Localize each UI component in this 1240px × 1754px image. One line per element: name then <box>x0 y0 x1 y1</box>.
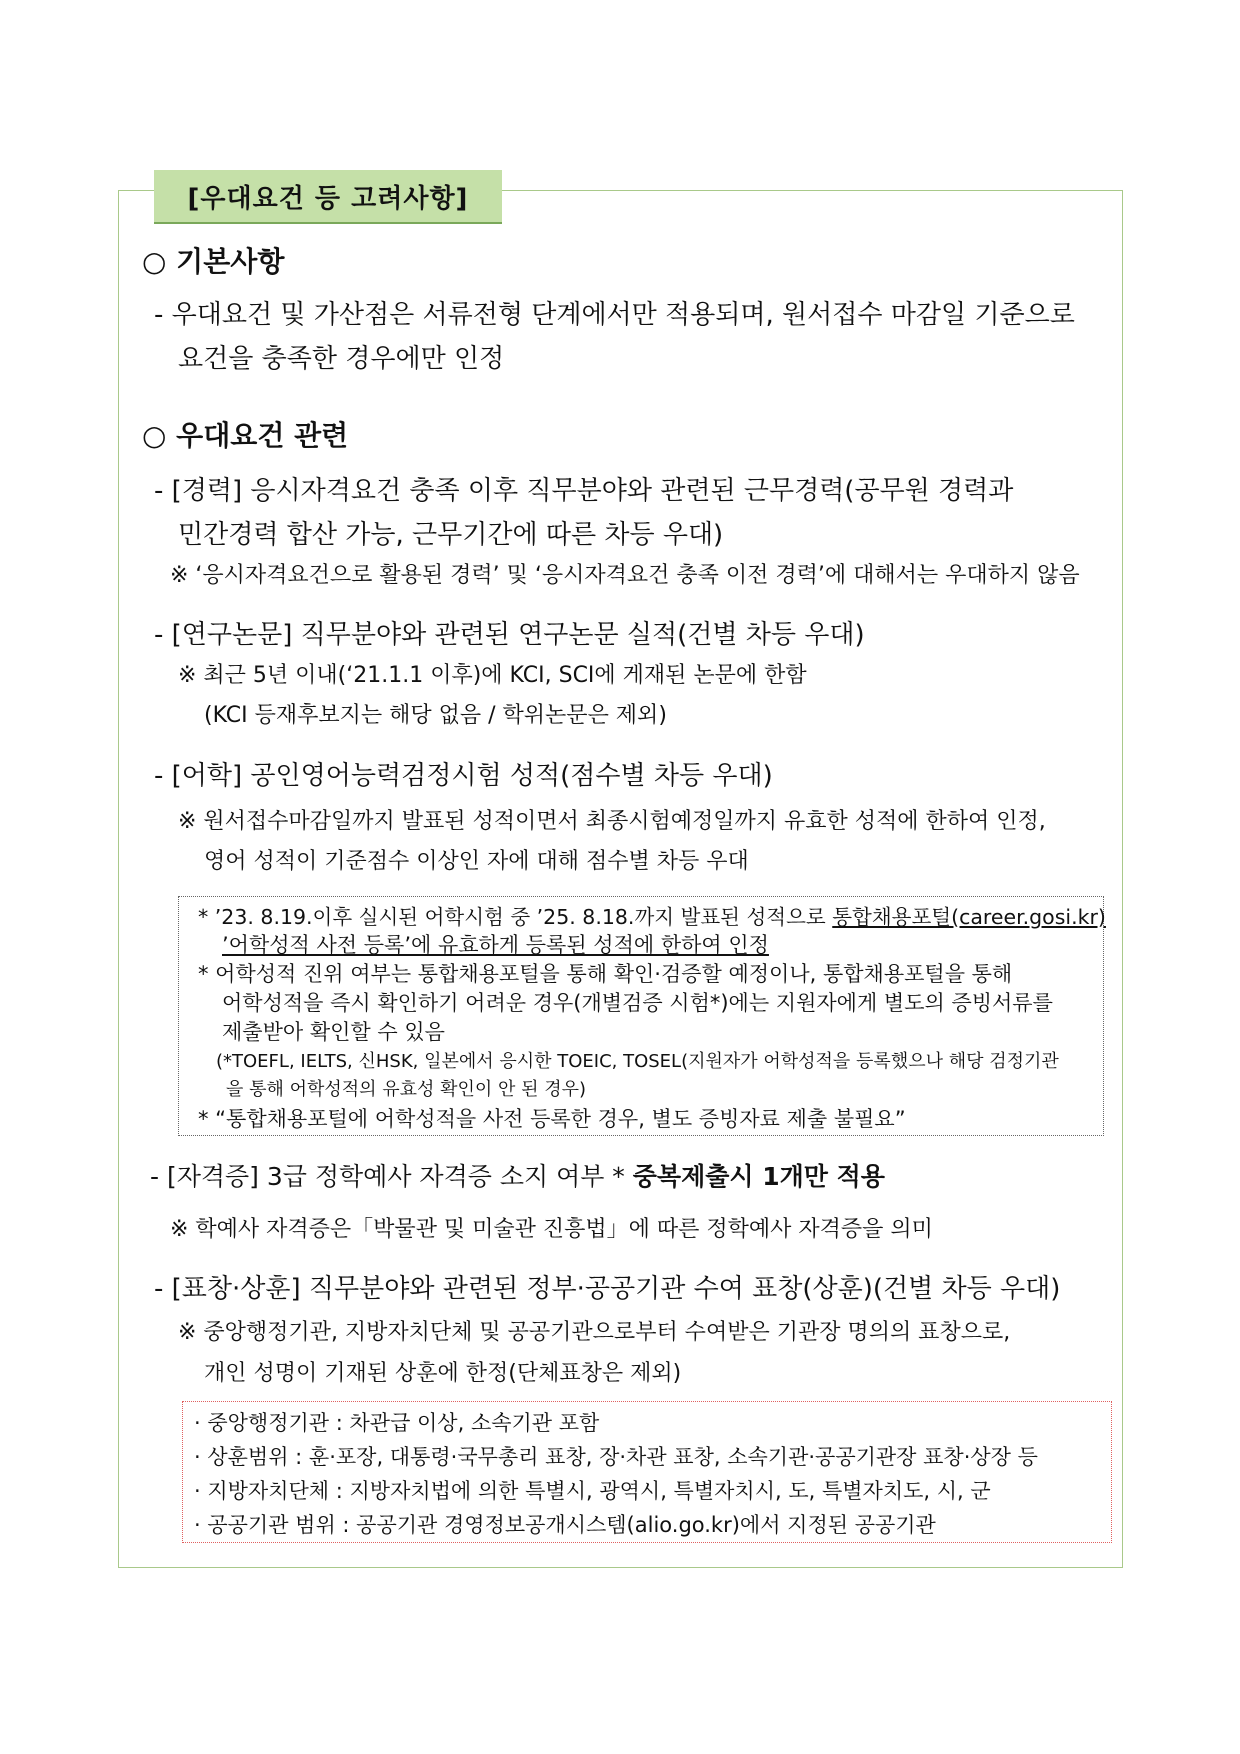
research-line-1: - [연구논문] 직무분야와 관련된 연구논문 실적(건별 차등 우대) <box>154 620 865 650</box>
award-note-2: 개인 성명이 기재된 상훈에 한정(단체표창은 제외) <box>204 1361 682 1386</box>
license-line-1b: 중복제출시 1개만 적용 <box>632 1162 885 1191</box>
language-box-line-1a: * ’23. 8.19.이후 실시된 어학시험 중 ’25. 8.18.까지 발표된 성적으로 <box>198 905 826 929</box>
basic-line-1-text: - 우대요건 및 가산점은 서류전형 단계에서만 적용되며, 원서접수 마감일 기준으로 <box>154 300 1075 330</box>
section-title: [우대요건 등 고려사항] <box>187 183 469 214</box>
language-box-line-2c: 제출받아 확인할 수 있음 <box>222 1020 445 1044</box>
pref-heading: ○ 우대요건 관련 <box>142 419 349 452</box>
language-box-line-2b: 어학성적을 즉시 확인하기 어려운 경우(개별검증 시험*)에는 지원자에게 별도의 증빙서류를 <box>222 991 1053 1015</box>
language-line-1: - [어학] 공인영어능력검정시험 성적(점수별 차등 우대) <box>154 761 773 791</box>
award-box-item-4: · 공공기관 범위 : 공공기관 경영정보공개시스템(alio.go.kr)에서 지정된 공공기관 <box>194 1513 936 1537</box>
award-box-item-1: · 중앙행정기관 : 차관급 이상, 소속기관 포함 <box>194 1411 600 1435</box>
award-box-item-2: · 상훈범위 : 훈·포장, 대통령·국무총리 표창, 장·차관 표창, 소속기관·공공기관장 표창·상장 등 <box>194 1445 1038 1469</box>
language-box-line-4: * “통합채용포털에 어학성적을 사전 등록한 경우, 별도 증빙자료 제출 불필요” <box>198 1107 906 1131</box>
research-note-2: (KCI 등재후보지는 해당 없음 / 학위논문은 제외) <box>204 703 667 728</box>
license-note: ※ 학예사 자격증은「박물관 및 미술관 진흥법」에 따른 정학예사 자격증을 의미 <box>170 1217 933 1242</box>
career-line-1: - [경력] 응시자격요건 충족 이후 직무분야와 관련된 근무경력(공무원 경력과 <box>154 476 1014 506</box>
career-line-2: 민간경력 합산 가능, 근무기간에 따른 차등 우대) <box>178 520 724 550</box>
license-line-1a: - [자격증] 3급 정학예사 자격증 소지 여부 * <box>150 1162 625 1191</box>
basic-line-1 <box>154 294 1116 331</box>
language-box-line-3a: (*TOEFL, IELTS, 신HSK, 일본에서 응시한 TOEIC, TOSEL(지원자가 어학성적을 등록했으나 해당 검정기관 <box>216 1051 1059 1072</box>
career-portal-link[interactable]: 통합채용포털(career.gosi.kr) <box>832 905 1106 929</box>
award-box-item-3: · 지방자치단체 : 지방자치법에 의한 특별시, 광역시, 특별자치시, 도, 특별자치도, 시, 군 <box>194 1479 991 1503</box>
language-box-line-2a: * 어학성적 진위 여부는 통합채용포털을 통해 확인·검증할 예정이나, 통합채용포털을 통해 <box>198 962 1013 986</box>
language-box-line-3b: 을 통해 어학성적의 유효성 확인이 안 된 경우) <box>226 1079 587 1100</box>
award-note-1: ※ 중앙행정기관, 지방자치단체 및 공공기관으로부터 수여받은 기관장 명의의 표창으로, <box>178 1320 1011 1345</box>
award-line-1: - [표창·상훈] 직무분야와 관련된 정부·공공기관 수여 표창(상훈)(건별 차등 우대) <box>154 1274 1061 1304</box>
language-box-line-1 <box>198 900 1106 930</box>
language-note-1: ※ 원서접수마감일까지 발표된 성적이면서 최종시험예정일까지 유효한 성적에 한하여 인정, <box>178 809 1046 834</box>
research-note-1: ※ 최근 5년 이내(‘21.1.1 이후)에 KCI, SCI에 게재된 논문에 한함 <box>178 663 807 688</box>
career-note: ※ ‘응시자격요건으로 활용된 경력’ 및 ‘응시자격요건 충족 이전 경력’에 대해서는 우대하지 않음 <box>170 563 1080 588</box>
language-note-2: 영어 성적이 기준점수 이상인 자에 대해 점수별 차등 우대 <box>204 849 749 874</box>
basic-line-2: 요건을 충족한 경우에만 인정 <box>178 344 505 374</box>
language-box-line-1b: ’어학성적 사전 등록’에 유효하게 등록된 성적에 한하여 인정 <box>222 933 769 957</box>
license-line-1 <box>150 1157 885 1193</box>
section-title-badge <box>154 170 502 224</box>
basic-heading: ○ 기본사항 <box>142 245 285 278</box>
